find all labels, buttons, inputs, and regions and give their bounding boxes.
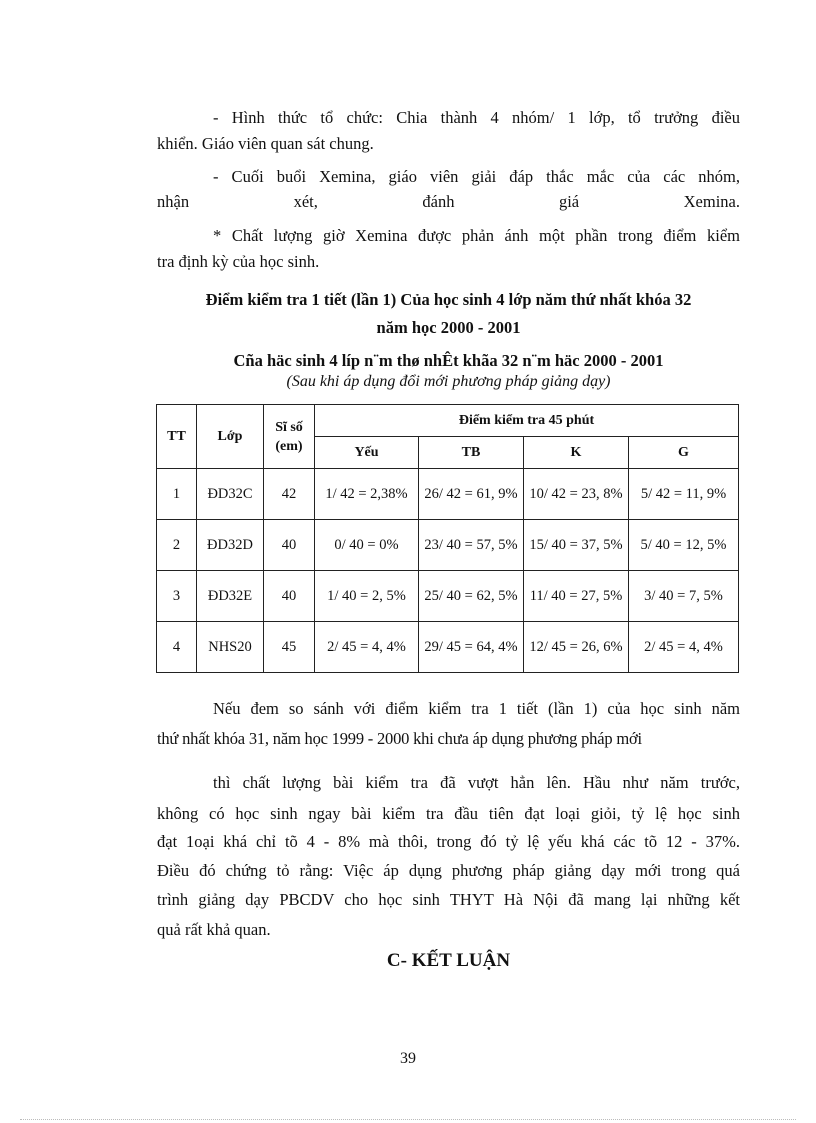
header-yeu: Yếu: [315, 437, 419, 469]
cell-siso: 40: [264, 520, 315, 571]
header-g: G: [629, 437, 739, 469]
page-number: 39: [400, 1050, 416, 1067]
cell-lop: ĐD32C: [197, 469, 264, 520]
cell-tt: 4: [157, 622, 197, 673]
cell-tb: 29/ 45 = 64, 4%: [419, 622, 524, 673]
table-title-year: năm học 2000 - 2001: [376, 318, 521, 337]
scores-table: [156, 404, 739, 673]
paragraph-line: Nếu đem so sánh với điểm kiểm tra 1 tiết (lần 1) của học sinh năm: [213, 699, 740, 718]
table-row: [157, 571, 739, 622]
cell-tt: 3: [157, 571, 197, 622]
paragraph-line: thì chất lượng bài kiểm tra đã vượt hẳn lên. Hầu như năm trước,: [213, 773, 740, 792]
paragraph-line: không có học sinh ngay bài kiểm tra đầu tiên đạt loại giỏi, tỷ lệ học sinh: [157, 804, 740, 823]
paragraph-line: trình giảng dạy PBCDV cho học sinh THYT Hà Nội đã mang lại những kết: [157, 890, 740, 909]
paragraph-line: * Chất lượng giờ Xemina được phản ánh một phần trong điểm kiểm: [213, 226, 740, 245]
cell-siso: 42: [264, 469, 315, 520]
header-siso: Sĩ số (em): [264, 405, 315, 469]
section-heading: C- KẾT LUẬN: [386, 950, 511, 971]
header-tt: TT: [157, 405, 197, 469]
cell-g: 2/ 45 = 4, 4%: [629, 622, 739, 673]
cell-tt: 1: [157, 469, 197, 520]
cell-k: 10/ 42 = 23, 8%: [524, 469, 629, 520]
cell-lop: ĐD32D: [197, 520, 264, 571]
header-lop: Lớp: [197, 405, 264, 469]
header-group: Điểm kiểm tra 45 phút: [315, 405, 739, 437]
table-title-garbled: Cña häc sinh 4 líp n¨m thø nhÊt khãa 32 n¨m häc 2000 - 2001: [233, 351, 664, 370]
page-bottom-divider: [20, 1119, 796, 1120]
cell-g: 5/ 42 = 11, 9%: [629, 469, 739, 520]
paragraph-line: tra định kỳ của học sinh.: [157, 252, 320, 271]
table-title: Điểm kiểm tra 1 tiết (lần 1) Của học sinh 4 lớp năm thứ nhất khóa 32: [205, 290, 692, 309]
header-tb: TB: [419, 437, 524, 469]
cell-yeu: 1/ 42 = 2,38%: [315, 469, 419, 520]
table-row: [157, 622, 739, 673]
cell-lop: NHS20: [197, 622, 264, 673]
cell-g: 3/ 40 = 7, 5%: [629, 571, 739, 622]
cell-lop: ĐD32E: [197, 571, 264, 622]
paragraph-line: quả rất khả quan.: [157, 920, 271, 939]
header-k: K: [524, 437, 629, 469]
cell-tb: 25/ 40 = 62, 5%: [419, 571, 524, 622]
cell-g: 5/ 40 = 12, 5%: [629, 520, 739, 571]
paragraph-line: Điều đó chứng tỏ rằng: Việc áp dụng phương pháp giảng dạy mới trong quá: [157, 861, 740, 880]
paragraph-line: nhận xét, đánh giá Xemina.: [157, 192, 740, 211]
table-row: [157, 520, 739, 571]
cell-tt: 2: [157, 520, 197, 571]
cell-tb: 26/ 42 = 61, 9%: [419, 469, 524, 520]
cell-k: 11/ 40 = 27, 5%: [524, 571, 629, 622]
cell-yeu: 0/ 40 = 0%: [315, 520, 419, 571]
table-subtitle: (Sau khi áp dụng đổi mới phương pháp giảng dạy): [286, 373, 611, 390]
cell-siso: 45: [264, 622, 315, 673]
cell-tb: 23/ 40 = 57, 5%: [419, 520, 524, 571]
paragraph-line: - Hình thức tổ chức: Chia thành 4 nhóm/ 1 lớp, tổ trưởng điều: [213, 108, 740, 127]
table-row: [157, 469, 739, 520]
cell-k: 12/ 45 = 26, 6%: [524, 622, 629, 673]
cell-yeu: 1/ 40 = 2, 5%: [315, 571, 419, 622]
paragraph-line: khiển. Giáo viên quan sát chung.: [157, 134, 374, 153]
paragraph-line: thứ nhất khóa 31, năm học 1999 - 2000 khi chưa áp dụng phương pháp mới: [157, 729, 642, 748]
cell-yeu: 2/ 45 = 4, 4%: [315, 622, 419, 673]
cell-k: 15/ 40 = 37, 5%: [524, 520, 629, 571]
cell-siso: 40: [264, 571, 315, 622]
paragraph-line: đạt 1oại khá chỉ tõ 4 - 8% mà thôi, trong đó tỷ lệ yếu khá các tõ 12 - 37%.: [157, 832, 740, 851]
paragraph-line: - Cuối buổi Xemina, giáo viên giải đáp thắc mắc của các nhóm,: [213, 167, 740, 186]
